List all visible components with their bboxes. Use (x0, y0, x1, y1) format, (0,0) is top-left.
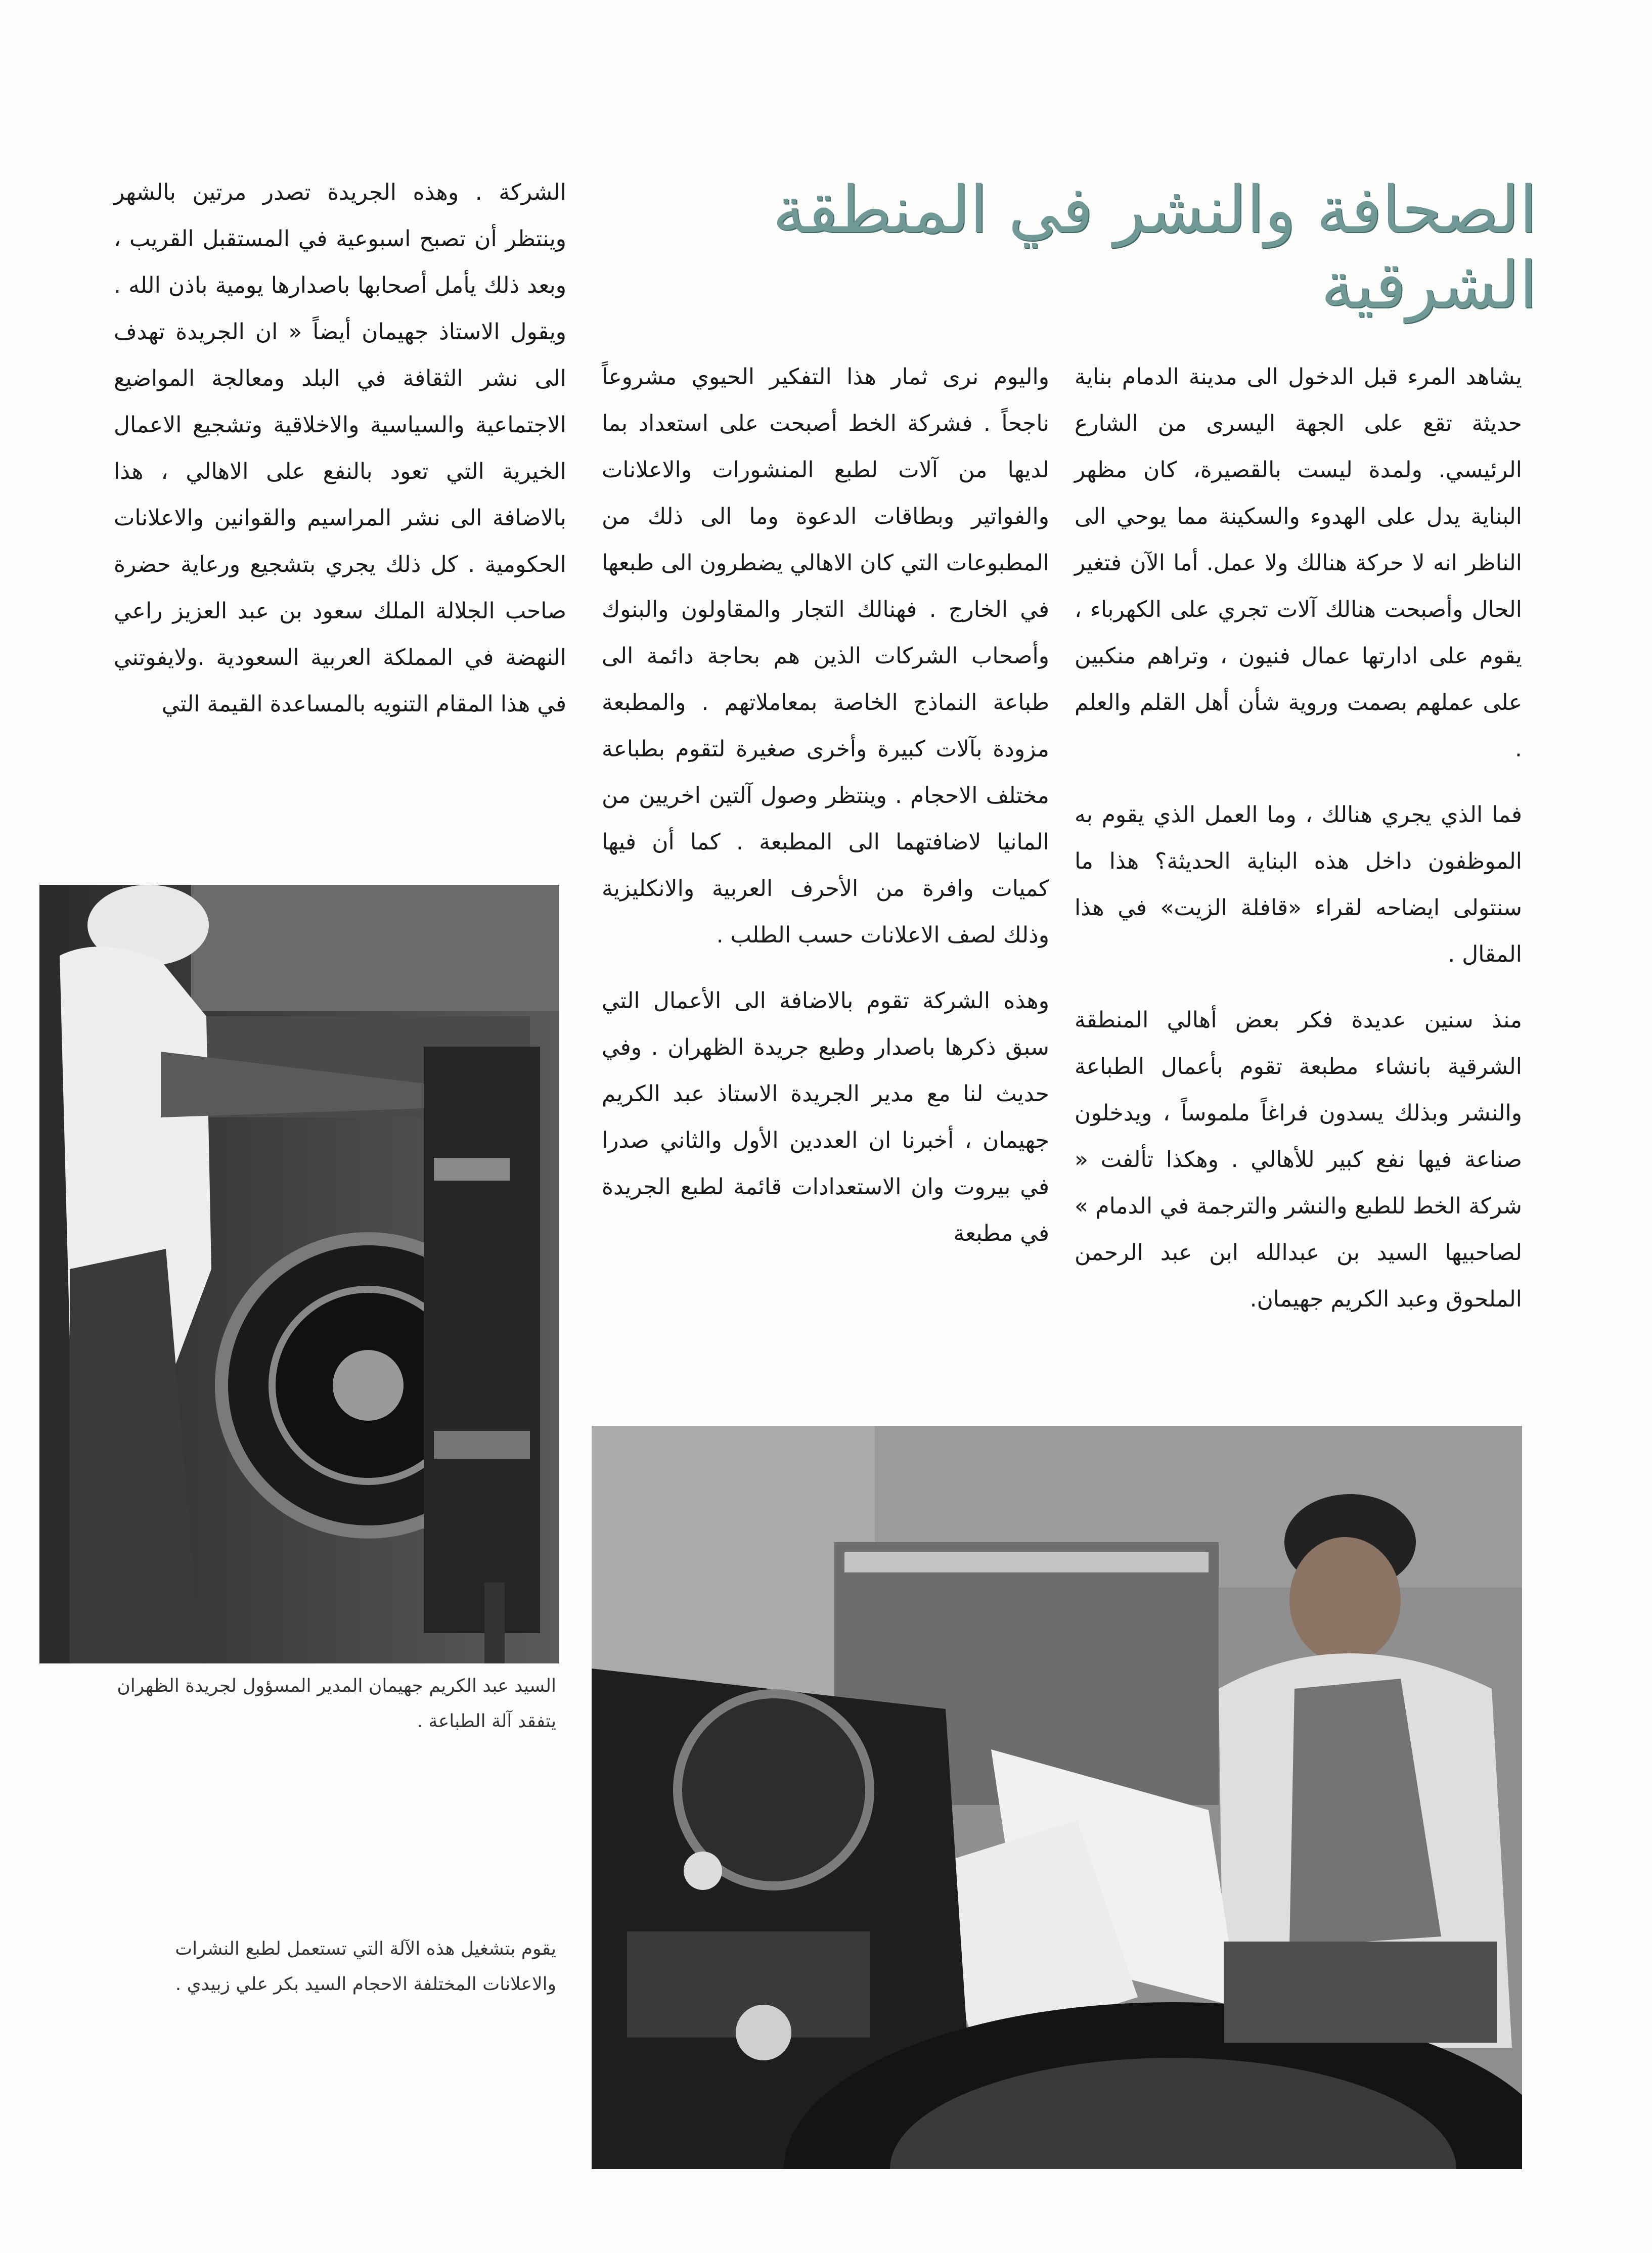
paragraph: وهذه الشركة تقوم بالاضافة الى الأعمال التي سبق ذكرها باصدار وطبع جريدة الظهران . وفي حديث لنا مع مدير الجريدة الاستاذ عبد الكريم جهيمان ، أخبرنا ان العددين الأول والثاني صدرا في بيروت وان الاستعدادات قائمة لطبع الجريدة في مطبعة (602, 988, 1049, 1246)
article-title: الصحافة والنشر في المنطقة الشرقية (772, 172, 1537, 323)
text-column-left (114, 169, 566, 747)
text-column-right (1075, 354, 1522, 1342)
caption-operator-at-press: يقوم بتشغيل هذه الآلة التي تستعمل لطبع النشرات والاعلانات المختلفة الاحجام السيد بكر علي زبيدي . (175, 1939, 556, 1995)
caption-man-at-press: السيد عبد الكريم جهيمان المدير المسؤول لجريدة الظهران يتفقد آلة الطباعة . (117, 1676, 556, 1732)
paragraph: الشركة . وهذه الجريدة تصدر مرتين بالشهر وينتظر أن تصبح اسبوعية في المستقبل القريب ، وبعد ذلك يأمل أصحابها باصدارها يومية باذن الله . ويقول الاستاذ جهيمان أيضاً « ان الجريدة تهدف الى نشر الثقافة في البلد ومعالجة المواضيع الاجتماعية والسياسية والاخلاقية وتشجيع الاعمال الخيرية التي تعود بالنفع على الاهالي ، هذا بالاضافة الى نشر المراسيم والقوانين والاعلانات الحكومية . كل ذلك يجري بتشجيع ورعاية حضرة صاحب الجلالة الملك سعود بن عبد العزيز راعي النهضة في المملكة العربية السعودية .ولايفوتني في هذا المقام التنويه بالمساعدة القيمة التي (114, 179, 566, 717)
paragraph: يشاهد المرء قبل الدخول الى مدينة الدمام بناية حديثة تقع على الجهة اليسرى من الشارع الرئيسي. ولمدة ليست بالقصيرة، كان مظهر البناية يدل على الهدوء والسكينة مما يوحي الى الناظر انه لا حركة هنالك ولا عمل. أما الآن فتغير الحال وأصبحت هنالك آلات تجري على الكهرباء ، يقوم على ادارتها عمال فنيون ، وتراهم منكبين على عملهم بصمت وروية شأن أهل القلم والعلم . (1075, 364, 1522, 762)
photo-operator-at-press (592, 1426, 1522, 2169)
photo-man-at-press (39, 885, 559, 1663)
text-column-middle (602, 354, 1049, 1276)
paragraph: واليوم نرى ثمار هذا التفكير الحيوي مشروعاً ناجحاً . فشركة الخط أصبحت على استعداد بما لديها من آلات لطبع المنشورات والاعلانات والفواتير وبطاقات الدعوة وما الى ذلك من المطبوعات التي كان الاهالي يضطرون الى طبعها في الخارج . فهنالك التجار والمقاولون والبنوك وأصحاب الشركات الذين هم بحاجة دائمة الى طباعة النماذج الخاصة بمعاملاتهم . والمطبعة مزودة بآلات كبيرة وأخرى صغيرة لتقوم بطباعة مختلف الاحجام . وينتظر وصول آلتين اخريين من المانيا لاضافتهما الى المطبعة . كما أن فيها كميات وافرة من الأحرف العربية والانكليزية وذلك لصف الاعلانات حسب الطلب . (602, 364, 1049, 948)
paragraph: منذ سنين عديدة فكر بعض أهالي المنطقة الشرقية بانشاء مطبعة تقوم بأعمال الطباعة والنشر وبذلك يسدون فراغاً ملموساً ، ويدخلون صناعة فيها نفع كبير للأهالي . وهكذا تألفت « شركة الخط للطبع والنشر والترجمة في الدمام » لصاحبيها السيد بن عبدالله ابن عبد الرحمن الملحوق وعبد الكريم جهيمان. (1075, 1007, 1522, 1312)
paragraph: فما الذي يجري هنالك ، وما العمل الذي يقوم به الموظفون داخل هذه البناية الحديثة؟ هذا ما سنتولى ايضاحه لقراء «قافلة الزيت» في هذا المقال . (1075, 802, 1522, 967)
